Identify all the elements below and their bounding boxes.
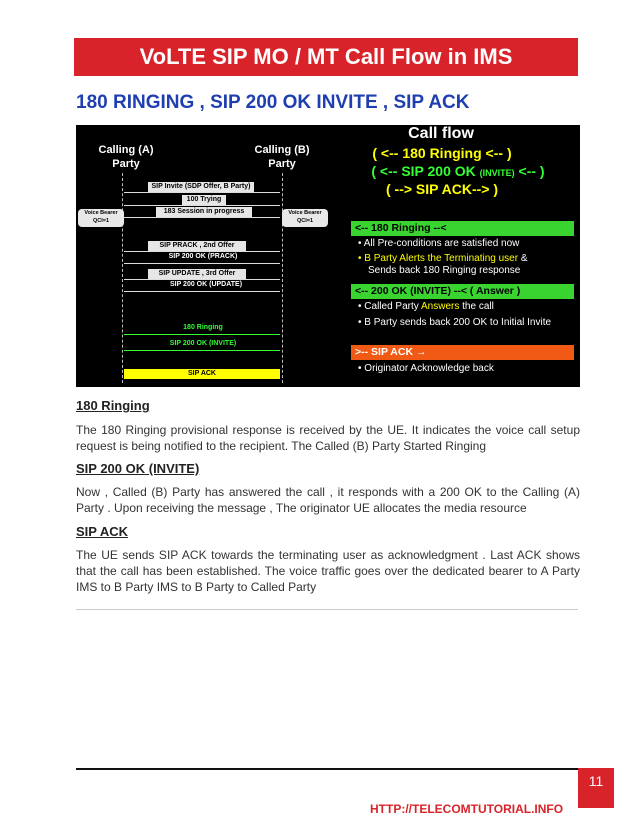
- bullet-b-party-alerts: • B Party Alerts the Terminating user &: [358, 253, 528, 264]
- msg-183-session-progress: 183 Session in progress: [156, 207, 252, 217]
- party-b-lifeline: [282, 173, 283, 383]
- section-heading-sip-ack: SIP ACK: [76, 524, 129, 539]
- arrow-200-invite: [124, 350, 280, 351]
- voice-bearer-b: Voice Bearer QCI=1: [282, 209, 328, 227]
- arrow-200-prack: [124, 263, 280, 264]
- msg-180-ringing: 180 Ringing: [183, 324, 223, 331]
- section-text-200-ok-invite: Now , Called (B) Party has answered the call , it responds with a 200 OK to the Calling (A) Party . Upon receiving the message , The originator UE allocates the media resource: [76, 485, 580, 515]
- callflow-line-200ok: ( <-- SIP 200 OK (INVITE) <-- ): [371, 163, 545, 179]
- section-text-180-ringing: The 180 Ringing provisional response is received by the UE. It indicates the voice call setup request is being notified to the recipient. The Called (B) Party Started Ringing: [76, 423, 580, 453]
- arrow-trying: [124, 205, 280, 206]
- msg-sip-update: SIP UPDATE , 3rd Offer: [148, 269, 246, 279]
- arrow-invite: [124, 192, 280, 193]
- bullet-b-party-alerts-cont: Sends back 180 Ringing response: [368, 265, 521, 276]
- page-subtitle: 180 RINGING , SIP 200 OK INVITE , SIP ACK: [76, 92, 470, 113]
- msg-sip-ack: SIP ACK: [124, 369, 280, 379]
- voice-bearer-a: Voice Bearer QCI=1: [78, 209, 124, 227]
- msg-200-ok-invite: SIP 200 OK (INVITE): [169, 340, 237, 347]
- calling-b-party-label: Calling (B) Party: [254, 144, 310, 170]
- section-text-sip-ack: The UE sends SIP ACK towards the terminating user as acknowledgment . Last ACK shows that the call has been established. The voice traffic goes over the dedicated bearer to A Party IMS to B Party IMS to B Party to Called Party: [76, 548, 580, 594]
- box-180-ringing: <-- 180 Ringing --<: [351, 221, 574, 236]
- section-heading-180-ringing: 180 Ringing: [76, 398, 150, 413]
- page-number: 11: [578, 768, 614, 808]
- msg-200-ok-prack: SIP 200 OK (PRACK): [168, 253, 238, 260]
- arrow-200-update: [124, 291, 280, 292]
- bullet-b-party-sends-200ok: • B Party sends back 200 OK to Initial Invite: [358, 317, 552, 328]
- section-heading-200-ok-invite: SIP 200 OK (INVITE): [76, 461, 200, 476]
- msg-100-trying: 100 Trying: [182, 195, 226, 205]
- callflow-line-ringing: ( <-- 180 Ringing <-- ): [372, 145, 512, 161]
- footer-rule: [76, 768, 578, 770]
- footer-website-link[interactable]: HTTP://TELECOMTUTORIAL.INFO: [370, 802, 564, 816]
- box-sip-ack: >-- SIP ACK →: [351, 345, 574, 360]
- bullet-originator-ack: • Originator Acknowledge back: [358, 363, 494, 374]
- arrow-session-progress: [124, 217, 280, 218]
- msg-200-ok-update: SIP 200 OK (UPDATE): [169, 281, 243, 288]
- arrow-180-ringing: [124, 334, 280, 335]
- msg-sip-invite: SIP Invite (SDP Offer, B Party): [148, 182, 254, 192]
- bullet-preconditions: • All Pre-conditions are satisfied now: [358, 238, 520, 249]
- page-banner: VoLTE SIP MO / MT Call Flow in IMS: [74, 38, 578, 76]
- callflow-title: Call flow: [408, 125, 474, 142]
- box-200-ok-invite: <-- 200 OK (INVITE) --< ( Answer ): [351, 284, 574, 299]
- party-a-lifeline: [122, 173, 123, 383]
- callflow-line-ack: ( --> SIP ACK--> ): [385, 181, 498, 197]
- content-divider: [76, 609, 578, 610]
- calling-a-party-label: Calling (A) Party: [98, 144, 154, 170]
- msg-sip-prack: SIP PRACK , 2nd Offer: [148, 241, 246, 251]
- bullet-called-party-answers: • Called Party Answers the call: [358, 301, 494, 312]
- call-flow-figure: [76, 125, 580, 387]
